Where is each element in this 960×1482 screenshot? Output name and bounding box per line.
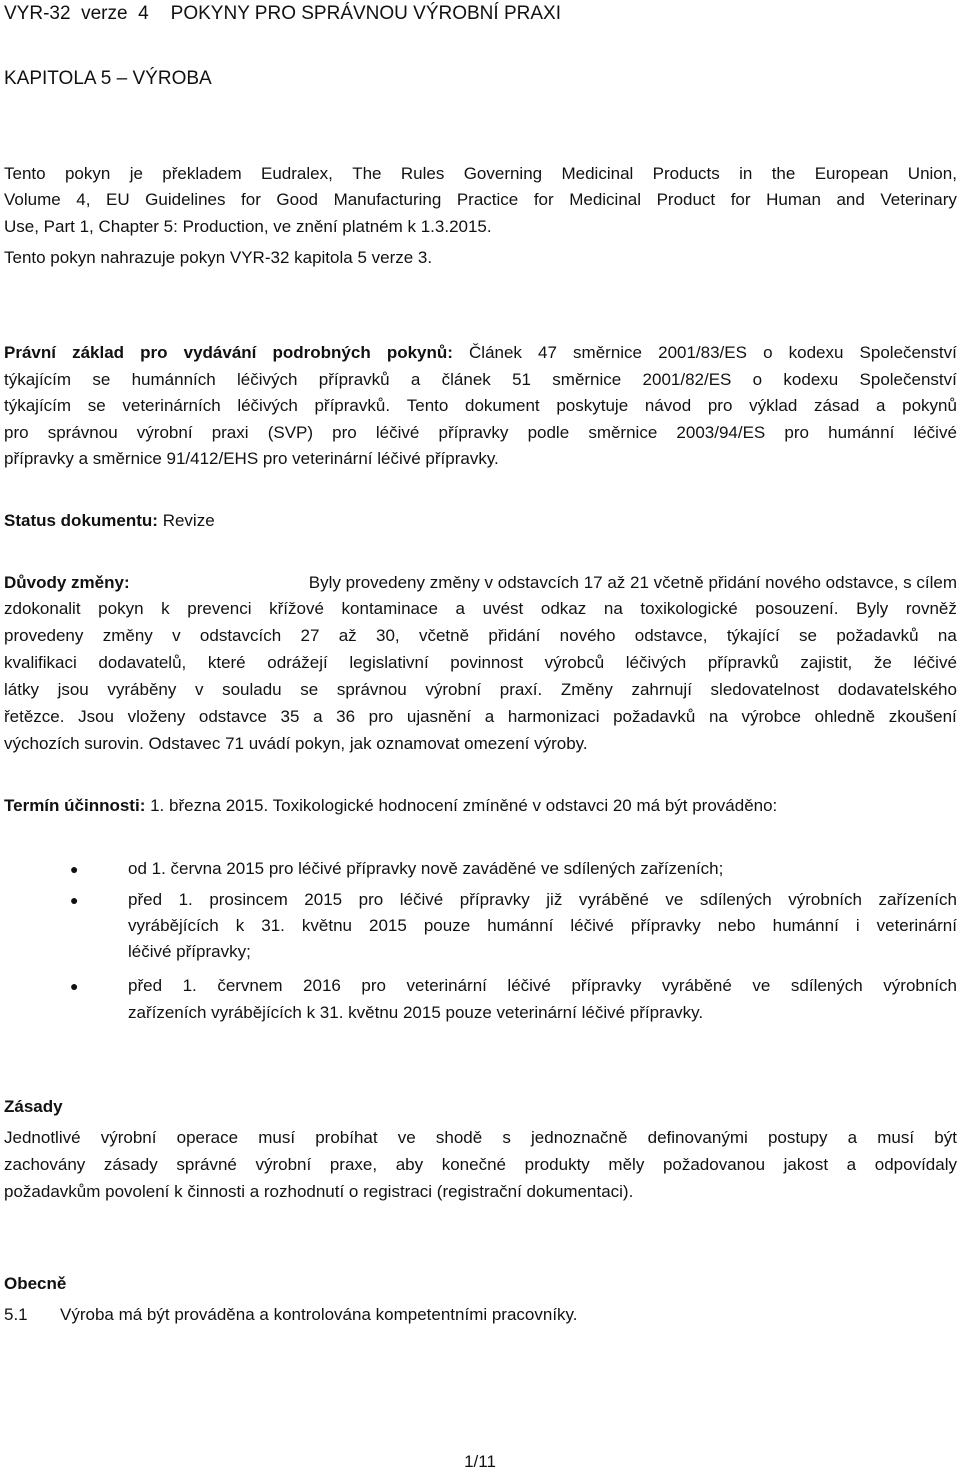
text-word: rovněž bbox=[905, 599, 957, 618]
principles-line-2 bbox=[4, 1154, 957, 1176]
bullet-3-line-2: zařízeních vyrábějících k 31. květnu 2015 pouze veterinární léčivé přípravky. bbox=[128, 1003, 704, 1022]
text-word: požadavků bbox=[836, 626, 919, 645]
text-word: posouzení. bbox=[755, 599, 839, 618]
text-word: zkoušení bbox=[888, 707, 957, 726]
changes-label: Důvody změny: bbox=[4, 573, 130, 592]
text-word: pokyn bbox=[64, 164, 111, 183]
text-word: uvést bbox=[482, 599, 524, 618]
legal-line-5: přípravky a směrnice 91/412/EHS pro veterinární léčivé přípravky. bbox=[4, 449, 499, 468]
text-word: Rules bbox=[400, 164, 445, 183]
legal-label-word: vydávání bbox=[183, 343, 257, 362]
text-word: Článek bbox=[469, 343, 522, 362]
text-word: Manufacturing bbox=[333, 190, 442, 209]
text-word: pro bbox=[361, 976, 386, 995]
text-word: Tento bbox=[4, 164, 46, 183]
text-word: The bbox=[352, 164, 382, 183]
text-word: vyráběné bbox=[661, 976, 732, 995]
text-word: kodexu bbox=[783, 370, 839, 389]
principles-line-1 bbox=[4, 1127, 957, 1149]
text-word: povinnost bbox=[450, 653, 524, 672]
text-word: Tento bbox=[406, 396, 449, 415]
text-word: výrobců bbox=[544, 653, 605, 672]
bullet-2-line-2 bbox=[128, 915, 957, 937]
text-word: for bbox=[241, 190, 261, 209]
item-text: Výroba má být prováděna a kontrolována kompetentními pracovníky. bbox=[60, 1305, 578, 1324]
text-word: před bbox=[128, 976, 163, 995]
text-word: humánní bbox=[772, 916, 839, 935]
text-word: 2001/83/ES bbox=[658, 343, 747, 362]
text-word: léčivé bbox=[507, 976, 551, 995]
legal-label-word: pro bbox=[140, 343, 168, 362]
text-word: kvalifikaci bbox=[4, 653, 77, 672]
text-word: Union, bbox=[907, 164, 957, 183]
text-word: týkající bbox=[726, 626, 780, 645]
status-line bbox=[4, 510, 215, 532]
text-word: výrobní bbox=[425, 680, 482, 699]
text-word: týkajícím bbox=[4, 396, 72, 415]
text-word: veterinární bbox=[876, 916, 957, 935]
text-word: k bbox=[235, 916, 245, 935]
text-word: the bbox=[771, 164, 796, 183]
text-word: souladu bbox=[222, 680, 282, 699]
bullet-dot-icon: ● bbox=[70, 892, 79, 908]
text-word: harmonizaci bbox=[507, 707, 600, 726]
text-word: se bbox=[300, 680, 319, 699]
text-word: přípravky bbox=[438, 423, 509, 442]
chapter-title: KAPITOLA 5 – VÝROBA bbox=[4, 68, 212, 89]
legal-label-word: základ bbox=[72, 343, 125, 362]
text-word: odstavce, bbox=[634, 626, 708, 645]
text-word: zajistit, bbox=[800, 653, 853, 672]
text-word: poskytuje bbox=[556, 396, 629, 415]
text-word: na bbox=[937, 626, 957, 645]
legal-line-1 bbox=[4, 342, 957, 364]
legal-line-3 bbox=[4, 395, 957, 417]
text-word: výrobní bbox=[100, 1128, 157, 1147]
text-word: ujasnění bbox=[406, 707, 472, 726]
text-word: European bbox=[814, 164, 889, 183]
text-word: se bbox=[92, 370, 111, 389]
text-word: a bbox=[876, 396, 886, 415]
text-word: Guidelines bbox=[145, 190, 226, 209]
text-word: produkty bbox=[524, 1155, 590, 1174]
text-word: nového bbox=[559, 626, 616, 645]
text-word: legislativní bbox=[349, 653, 429, 672]
intro-line-2 bbox=[4, 189, 957, 211]
text-word: návod bbox=[644, 396, 692, 415]
changes-line-5 bbox=[4, 679, 957, 701]
text-word: týkajícím bbox=[4, 370, 72, 389]
changes-line-2 bbox=[4, 598, 957, 620]
text-word: kodexu bbox=[788, 343, 844, 362]
text-word: pro bbox=[332, 423, 357, 442]
text-word: nebo bbox=[717, 916, 756, 935]
text-word: výklad bbox=[749, 396, 798, 415]
text-word: a bbox=[313, 707, 323, 726]
text-word: praxi bbox=[211, 423, 249, 442]
text-word: správné bbox=[176, 1155, 237, 1174]
text-word: Human bbox=[766, 190, 821, 209]
text-word: Společenství bbox=[859, 343, 957, 362]
text-word: Eudralex, bbox=[261, 164, 333, 183]
text-word: for bbox=[533, 190, 554, 209]
legal-label-word: Právní bbox=[4, 343, 56, 362]
text-word: operace bbox=[176, 1128, 239, 1147]
text-word: Good bbox=[276, 190, 319, 209]
text-word: ve bbox=[397, 1128, 416, 1147]
changes-line-4 bbox=[4, 652, 957, 674]
legal-label-word: pokynů: bbox=[386, 343, 453, 362]
text-word: 2001/82/ES bbox=[642, 370, 732, 389]
text-word: postupy bbox=[767, 1128, 828, 1147]
text-word: odstavce bbox=[198, 707, 267, 726]
text-word: dokument bbox=[465, 396, 540, 415]
text-word: léčivých bbox=[237, 396, 298, 415]
intro-line-1 bbox=[4, 163, 957, 185]
text-word: probíhat bbox=[315, 1128, 378, 1147]
text-word: křížové bbox=[269, 599, 324, 618]
text-word: vyrábějících bbox=[128, 916, 219, 935]
bullet-2-line-1 bbox=[128, 889, 957, 911]
text-word: výrobní bbox=[255, 1155, 312, 1174]
effective-text: 1. března 2015. Toxikologické hodnocení zmíněné v odstavci 20 má být prováděno: bbox=[150, 796, 778, 815]
text-word: květnu bbox=[301, 916, 352, 935]
legal-label-word: podrobných bbox=[272, 343, 371, 362]
bullet-2-line-3: léčivé přípravky; bbox=[128, 942, 251, 961]
text-word: prevenci bbox=[187, 599, 252, 618]
text-word: odkaz bbox=[540, 599, 587, 618]
text-word: Změny bbox=[560, 680, 613, 699]
text-word: pro bbox=[368, 707, 394, 726]
doc-title: POKYNY PRO SPRÁVNOU VÝROBNÍ PRAXI bbox=[170, 3, 561, 24]
text-word: v bbox=[172, 626, 181, 645]
text-word: na bbox=[708, 707, 728, 726]
text-word: Product bbox=[656, 190, 716, 209]
effective-label: Termín účinnosti: bbox=[4, 796, 146, 815]
text-word: for bbox=[730, 190, 751, 209]
text-word: léčivé bbox=[399, 890, 444, 909]
text-word: 2015 bbox=[369, 916, 407, 935]
text-word: pro bbox=[707, 396, 733, 415]
changes-line-7: výchozích surovin. Odstavec 71 uvádí pokyn, jak oznamovat omezení výroby. bbox=[4, 734, 588, 753]
text-word: Volume bbox=[4, 190, 61, 209]
text-word: pro bbox=[358, 890, 384, 909]
text-word: musí bbox=[877, 1128, 915, 1147]
text-word: zásady bbox=[103, 1155, 158, 1174]
text-word: podle bbox=[527, 423, 570, 442]
text-word: zahrnují bbox=[631, 680, 692, 699]
text-word: humánní bbox=[487, 916, 554, 935]
text-word: změny bbox=[102, 626, 153, 645]
text-word: správnou bbox=[336, 680, 407, 699]
text-word: zařízeních bbox=[878, 890, 957, 909]
text-word: směrnice bbox=[573, 343, 643, 362]
changes-line-6 bbox=[4, 706, 957, 728]
text-word: praxe, bbox=[329, 1155, 378, 1174]
text-word: humánních bbox=[131, 370, 216, 389]
text-word: Jednotlivé bbox=[4, 1128, 81, 1147]
text-word: 31. bbox=[261, 916, 285, 935]
text-word: v bbox=[194, 680, 204, 699]
text-word: přípravků. bbox=[314, 396, 391, 415]
text-word: ohledně bbox=[814, 707, 876, 726]
text-word: Products bbox=[652, 164, 720, 183]
text-word: odpovídaly bbox=[874, 1155, 957, 1174]
text-word: Governing bbox=[463, 164, 543, 183]
text-word: přípravky bbox=[630, 916, 701, 935]
text-word: i bbox=[855, 916, 860, 935]
text-word: Byly bbox=[856, 599, 889, 618]
status-label: Status dokumentu: bbox=[4, 511, 158, 530]
text-word: které bbox=[207, 653, 246, 672]
text-word: ve bbox=[752, 976, 771, 995]
text-word: článek bbox=[441, 370, 491, 389]
text-word: před bbox=[128, 890, 163, 909]
text-word: Medicinal bbox=[561, 164, 634, 183]
text-word: výrobní bbox=[136, 423, 193, 442]
text-word: správnou bbox=[47, 423, 118, 442]
text-word: výrobních bbox=[788, 890, 862, 909]
text-word: pro bbox=[784, 423, 809, 442]
text-word: včetně bbox=[418, 626, 470, 645]
text-word: Medicinal bbox=[569, 190, 642, 209]
text-word: 30, bbox=[376, 626, 400, 645]
doc-code: VYR-32 verze 4 bbox=[4, 3, 149, 24]
text-word: 36 bbox=[336, 707, 356, 726]
text-word: být bbox=[934, 1128, 957, 1147]
text-word: léčivých bbox=[237, 370, 298, 389]
text-word: a bbox=[484, 707, 495, 726]
document-header bbox=[4, 3, 561, 25]
effective-line bbox=[4, 795, 777, 817]
text-word: výrobce bbox=[741, 707, 801, 726]
text-word: léčivé bbox=[570, 916, 614, 935]
principles-line-3: požadavkům povolení k činnosti a rozhodnutí o registraci (registrační dokumentaci). bbox=[4, 1182, 634, 1201]
text-word: přípravky bbox=[459, 890, 530, 909]
text-word: pokyn bbox=[98, 599, 144, 618]
text-word: jednoznačně bbox=[531, 1128, 628, 1147]
general-item bbox=[4, 1304, 578, 1326]
text-word: dodavatelského bbox=[837, 680, 957, 699]
text-word: vyráběny bbox=[107, 680, 177, 699]
text-word: sledovatelnost bbox=[710, 680, 820, 699]
text-word: konečné bbox=[441, 1155, 506, 1174]
text-word: požadovanou bbox=[662, 1155, 766, 1174]
changes-line-1: Důvody změny: Byly provedeny změny v odstavcích 17 až 21 včetně přidání nového odstavce, s cílem bbox=[4, 573, 957, 592]
text-word: jakost bbox=[783, 1155, 829, 1174]
text-word: 27 bbox=[300, 626, 320, 645]
text-word: o bbox=[763, 343, 773, 362]
text-word: Společenství bbox=[859, 370, 957, 389]
text-word: 47 bbox=[538, 343, 557, 362]
text-word: jsou bbox=[57, 680, 89, 699]
text-word: a bbox=[847, 1128, 858, 1147]
text-word: řetězce. bbox=[4, 707, 65, 726]
text-word: and bbox=[836, 190, 865, 209]
text-word: ve bbox=[665, 890, 684, 909]
text-word: vyráběné bbox=[578, 890, 649, 909]
text-word: léčivé bbox=[375, 423, 420, 442]
text-word: zásad bbox=[813, 396, 860, 415]
text-word: 35 bbox=[280, 707, 300, 726]
text-word: přípravků bbox=[318, 370, 390, 389]
text-word: a bbox=[846, 1155, 857, 1174]
text-word: již bbox=[546, 890, 563, 909]
general-heading: Obecně bbox=[4, 1274, 67, 1293]
bullet-3-line-1 bbox=[128, 975, 957, 997]
text-word: červnem bbox=[217, 976, 283, 995]
text-word: odstavcích bbox=[199, 626, 282, 645]
item-number: 5.1 bbox=[4, 1305, 28, 1324]
text-word: prosincem bbox=[209, 890, 288, 909]
bullet-dot-icon: ● bbox=[70, 978, 79, 994]
legal-line-4 bbox=[4, 422, 957, 444]
text-word: veterinární bbox=[406, 976, 487, 995]
legal-line-2 bbox=[4, 369, 957, 391]
text-word: látky bbox=[4, 680, 39, 699]
text-word: 2015 bbox=[304, 890, 343, 909]
text-word: se bbox=[799, 626, 818, 645]
page-number: 1/11 bbox=[464, 1452, 496, 1471]
text-word: provedeny bbox=[4, 626, 84, 645]
text-word: 1. bbox=[178, 890, 193, 909]
text-word: měly bbox=[608, 1155, 645, 1174]
text-word: toxikologické bbox=[640, 599, 738, 618]
text-word: praxí. bbox=[499, 680, 543, 699]
text-word: odrážejí bbox=[267, 653, 328, 672]
text-word: in bbox=[739, 164, 753, 183]
bullet-1-line-1: od 1. června 2015 pro léčivé přípravky nově zaváděné ve sdílených zařízeních; bbox=[128, 859, 724, 878]
text-word: pokynů bbox=[902, 396, 957, 415]
text-word: směrnice bbox=[588, 423, 658, 442]
text-word: směrnice bbox=[552, 370, 622, 389]
text-word: 4, bbox=[76, 190, 91, 209]
text-word: Practice bbox=[456, 190, 519, 209]
text-word: 2003/94/ES bbox=[676, 423, 766, 442]
text-word: Jsou bbox=[78, 707, 115, 726]
text-word: překladem bbox=[162, 164, 242, 183]
text-word: EU bbox=[105, 190, 130, 209]
text-word: je bbox=[129, 164, 143, 183]
text-word: zdokonalit bbox=[4, 599, 81, 618]
text-word: se bbox=[87, 396, 106, 415]
text-word: požadavků bbox=[613, 707, 696, 726]
text-word: přidání bbox=[488, 626, 541, 645]
text-word: humánní bbox=[828, 423, 895, 442]
text-word: dodavatelů, bbox=[98, 653, 187, 672]
text-word: definovanými bbox=[647, 1128, 748, 1147]
text-word: léčivé bbox=[913, 423, 957, 442]
text-word: shodě bbox=[435, 1128, 483, 1147]
changes-line-3 bbox=[4, 625, 957, 647]
text-word: 1. bbox=[182, 976, 197, 995]
text-word: s bbox=[502, 1128, 511, 1147]
text-word: musí bbox=[258, 1128, 296, 1147]
text-word: 2016 bbox=[303, 976, 341, 995]
bullet-dot-icon: ● bbox=[70, 861, 79, 877]
text-word: k bbox=[161, 599, 170, 618]
text-word: přípravky bbox=[571, 976, 642, 995]
text-word: pro bbox=[4, 423, 29, 442]
intro-line-3: Use, Part 1, Chapter 5: Production, ve znění platném k 1.3.2015. bbox=[4, 217, 492, 236]
text-word: léčivých bbox=[625, 653, 687, 672]
text-word: zachovány bbox=[4, 1155, 86, 1174]
text-word: sdílených bbox=[699, 890, 772, 909]
text-word: (SVP) bbox=[267, 423, 314, 442]
text-word: že bbox=[873, 653, 892, 672]
text-word: Veterinary bbox=[880, 190, 957, 209]
text-word: pouze bbox=[423, 916, 471, 935]
text-word: až bbox=[338, 626, 357, 645]
text-word: a bbox=[455, 599, 466, 618]
text-word: o bbox=[752, 370, 763, 389]
text-word: přípravků bbox=[707, 653, 779, 672]
text-word: 51 bbox=[512, 370, 531, 389]
principles-heading: Zásady bbox=[4, 1097, 63, 1116]
text-word: vloženy bbox=[127, 707, 186, 726]
text-word: sdílených bbox=[790, 976, 863, 995]
text-word: aby bbox=[395, 1155, 424, 1174]
text-word: výrobních bbox=[883, 976, 957, 995]
status-value: Revize bbox=[162, 511, 215, 530]
text-word: a bbox=[410, 370, 421, 389]
text-word: na bbox=[603, 599, 623, 618]
text-word: kontaminace bbox=[341, 599, 438, 618]
text-word: léčivé bbox=[913, 653, 957, 672]
text-word: veterinárních bbox=[122, 396, 221, 415]
intro-line-4: Tento pokyn nahrazuje pokyn VYR-32 kapitola 5 verze 3. bbox=[4, 248, 433, 267]
